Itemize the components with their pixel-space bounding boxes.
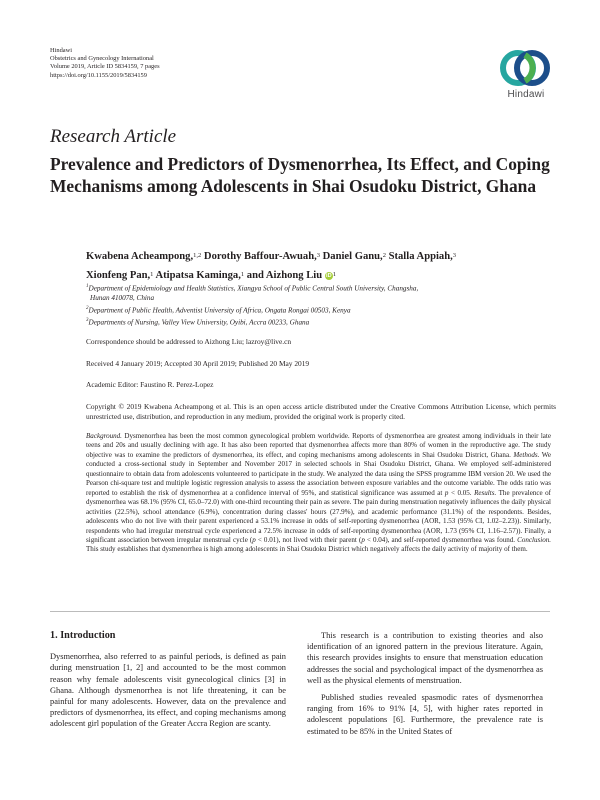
correspondence: Correspondence should be addressed to Aizhong Liu; lazroy@live.cn [86,337,292,346]
article-type: Research Article [50,126,177,147]
author-name: Kwabena Acheampong, [86,251,194,262]
affiliation-item [86,304,556,316]
author-name: Daniel Ganu, [322,251,383,262]
article-title: Prevalence and Predictors of Dysmenorrhea, Its Effect, and Coping Mechanisms among Adolescents in Shai Osudoku District, Ghana [50,154,550,196]
journal-name: Obstetrics and Gynecology International [50,55,154,63]
academic-editor: Academic Editor: Faustino R. Perez-Lopez [86,380,214,389]
abstract-results-label: Results. [474,488,497,497]
abstract-methods-label: Methods. [513,450,540,459]
abstract-results-tail: < 0.04), and self-reported dysmenorrhea was found. [364,535,518,544]
author-name: Stalla Appiah, [388,251,453,262]
author-affil-sup: 2 [382,252,386,259]
abstract [86,432,551,555]
author-name: Dorothy Baffour-Awuah, [203,251,317,262]
body-paragraph: Dysmenorrhea, also referred to as painful periods, is defined as pain during menstruation [1, 2] and accounted to be the most common reason why female adolescents visit gynecological clinics [3] in Ghana. Although dysmenorrhea is not life threatening, it can be painful for many adolescents. However, data on the prevalence and predictors of dysmenorrhea, its effect, and coping mechanisms among adolescent girl population of the Greater Accra Region are scanty. [50,652,286,729]
affiliation-text: Departments of Nursing, Valley View University, Oyibi, Accra 00233, Ghana [88,317,310,326]
affiliation-text: Department of Public Health, Adventist University of Africa, Ongata Rongai 00503, Kenya [88,305,351,314]
author-affil-sup: 1,2 [193,252,202,259]
abstract-methods-tail: < 0.05. [448,488,475,497]
author-affil-sup: 1 [240,271,245,278]
abstract-results: The prevalence of dysmenorrhea was 68.1% (95% CI, 65.0–72.0) with one-third recounting their pain as severe. The pain during menstruation negatively influences the daily physical activities (22.5%), school attendance (6.9%), concentration during classes' hours (27.9%), and academic performance (31.1%) of the respondents. Besides, adolescents who do not live with their parent experienced a 53.1% increase in odds of self-reporting dysmenorrhea (AOR, 1.53 (95% CI, 1.02–2.23)). Similarly, respondents who had irregular menstrual cycle experienced a 72.5% increase in odds of self-reporting dysmenorrhea (AOR, 1.73 (95% CI, 1.16–2.57)). Finally, a significant association between irregular menstrual cycle ( [86,488,552,544]
affiliation-sup: 2 [86,305,89,311]
author-name: and Aizhong Liu [246,270,323,281]
body-paragraph: Published studies revealed spasmodic rates of dysmenorrhea ranging from 16% to 91% [4, 5], with higher rates reported in adolescent populations [6]. Furthermore, the prevalence rate is estimated to be 85% in the United States of [307,693,543,736]
journal-info [50,47,160,80]
p-value-symbol: p [361,535,365,544]
affiliations [86,282,556,328]
abstract-background-label: Background. [86,432,122,440]
body-paragraph: This research is a contribution to existing theories and also identification of an ignored pattern in the previous literature. Again, this research provides insights to ensure that menstruation education addresses the social and psychological impact of the dysmenorrhea as well as the physical elements of menstruation. [307,631,543,685]
publication-dates: Received 4 January 2019; Accepted 30 April 2019; Published 20 May 2019 [86,359,310,368]
orcid-icon[interactable]: iD [326,272,332,279]
affiliation-item [86,282,556,294]
author-affil-sup: 3 [452,252,457,259]
copyright-notice: Copyright © 2019 Kwabena Acheampong et al. This is an open access article distributed under the Creative Commons Attribution License, which permits unrestricted use, distribution, and reproduction in any medium, provided the original work is properly cited. [86,402,556,421]
author-affil-sup: 1 [332,271,337,278]
body-column-left [50,630,286,736]
section-heading-introduction: 1. Introduction [50,630,116,641]
affiliation-sup: 3 [86,317,89,323]
hindawi-wordmark: Hindawi [507,89,545,100]
author-affil-sup: 1 [150,271,154,278]
journal-volume: Volume 2019, Article ID 5834159, 7 pages [50,63,160,71]
abstract-conclusion-label: Conclusion. [517,535,552,544]
affiliation-text: Department of Epidemiology and Health Statistics, Xiangya School of Public Central South University, Changsha, [88,284,419,293]
body-column-right [307,630,543,743]
author-name: Xionfeng Pan, [86,270,151,281]
author-affil-sup: 3 [316,252,320,259]
affiliation-continuation: Hunan 410078, China [90,293,155,302]
abstract-methods: We conducted a cross-sectional study in September and November 2017 in selected schools in Shai Osudoku District, Ghana. We employed self-administered questionnaire to obtain data from adolescents volunteered to participate in the study. We analyzed the data using the SPSS programme IBM version 20. We used the Pearson chi-square test and multiple logistic regression analysis to assess the association between exposure variables and the outcome variable. The odds ratio was reported to establish the risk of dysmenorrhea at a confidence interval of 95%, and statistical significance was assumed at [86,450,551,497]
affiliation-item [86,316,556,328]
affiliation-sup: 1 [86,284,89,289]
author-list [86,247,556,285]
journal-publisher: Hindawi [50,47,73,54]
section-divider [50,611,550,612]
p-value-symbol: p [252,535,256,544]
author-name: Atipatsa Kaminga, [155,270,241,281]
abstract-results-mid: < 0.01), not lived with their parent ( [255,535,362,544]
p-value-symbol: p [444,488,449,497]
journal-doi[interactable]: https://doi.org/10.1155/2019/5834159 [50,71,147,79]
abstract-conclusion: This study establishes that dysmenorrhea is high among adolescents in Shai Osudoku District which negatively affects the daily activity of majority of them. [86,545,528,554]
abstract-background: Dysmenorrhea has been the most common gynecological problem worldwide. Reports of dysmenorrhea are greatest among individuals in their late teens and 20s and usually declining with age. It has also been reported that dysmenorrhea affects more than 80% of women in the reproductive age. The study objective was to examine the predictors of dysmenorrhea, its effect, and coping mechanisms among adolescents in Shai Osudoku District, Ghana. [86,432,551,459]
